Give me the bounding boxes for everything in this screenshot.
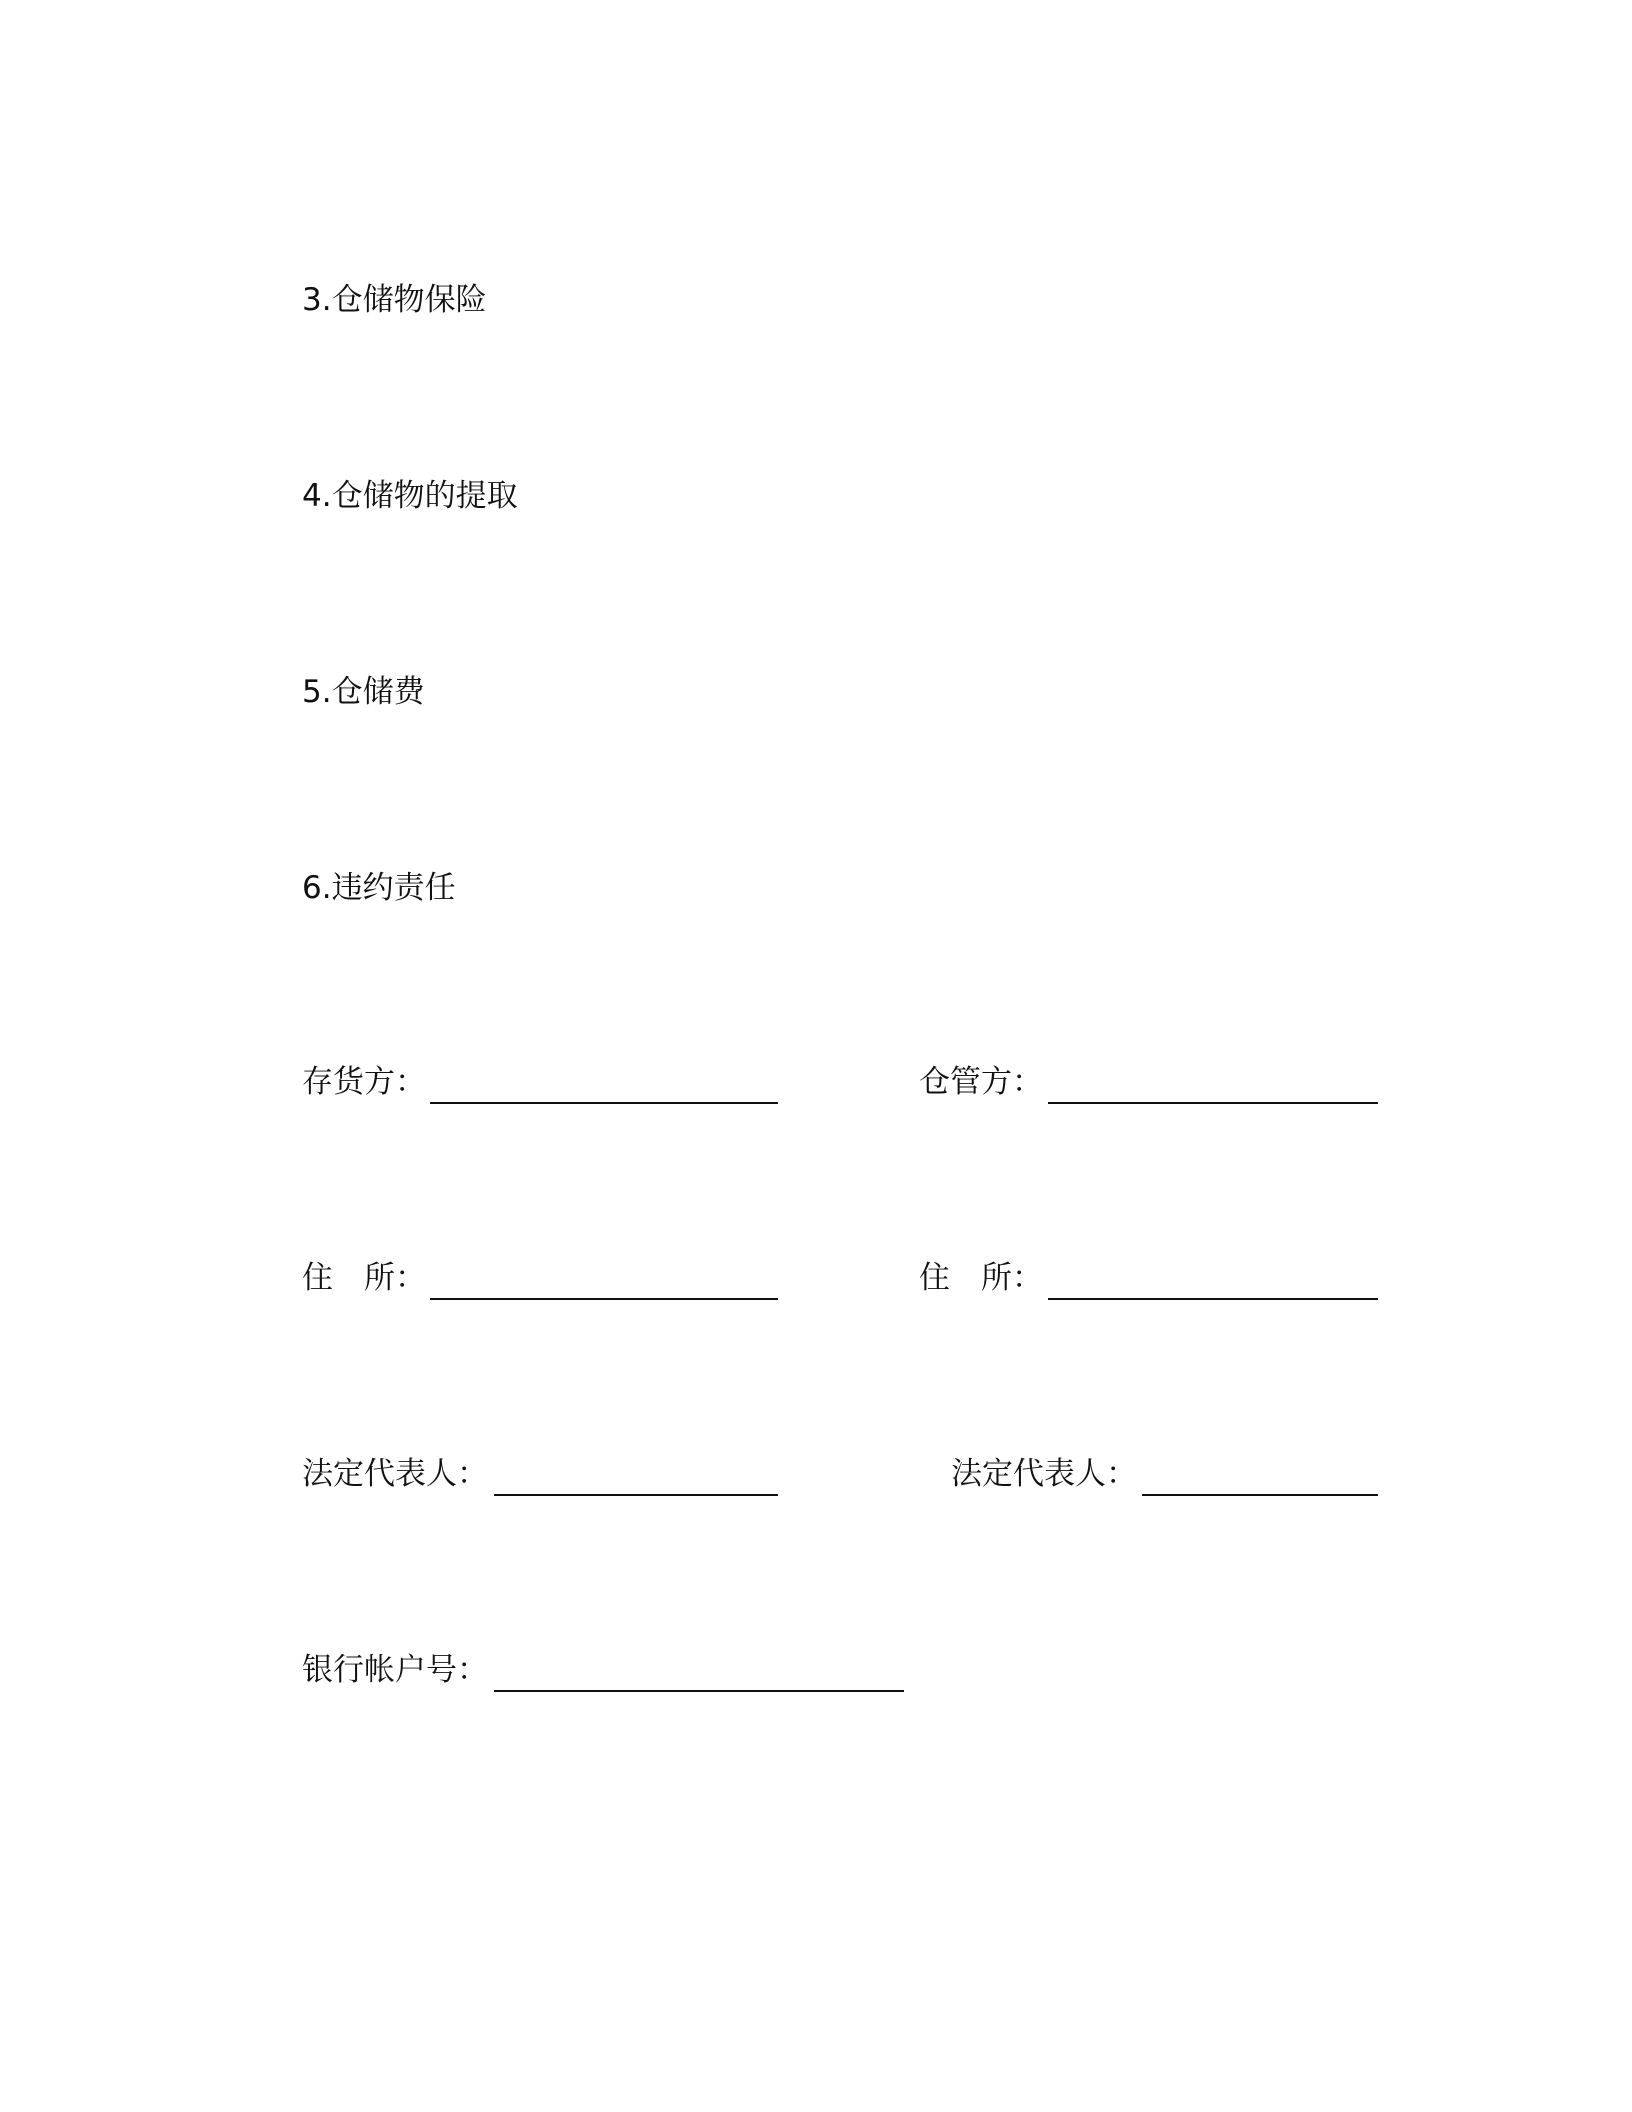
bank-account-label: 银行帐户号： <box>302 1652 488 1688</box>
bank-account-blank[interactable] <box>494 1690 904 1692</box>
legal-rep-right-blank[interactable] <box>1142 1494 1378 1496</box>
warehouse-blank[interactable] <box>1048 1102 1378 1104</box>
section-heading-withdrawal: 4.仓储物的提取 <box>302 478 518 514</box>
address-right-blank[interactable] <box>1048 1298 1378 1300</box>
legal-rep-left-label: 法定代表人： <box>302 1456 488 1492</box>
warehouse-label: 仓管方： <box>919 1064 1043 1100</box>
address-left-label: 住 所： <box>302 1260 426 1296</box>
depositor-label: 存货方： <box>302 1064 426 1100</box>
legal-rep-left-blank[interactable] <box>494 1494 778 1496</box>
section-heading-liability: 6.违约责任 <box>302 870 456 906</box>
address-right-label: 住 所： <box>919 1260 1043 1296</box>
section-heading-insurance: 3.仓储物保险 <box>302 282 487 318</box>
legal-rep-right-label: 法定代表人： <box>951 1456 1137 1492</box>
section-heading-storage-fee: 5.仓储费 <box>302 674 425 710</box>
depositor-blank[interactable] <box>430 1102 778 1104</box>
address-left-blank[interactable] <box>430 1298 778 1300</box>
